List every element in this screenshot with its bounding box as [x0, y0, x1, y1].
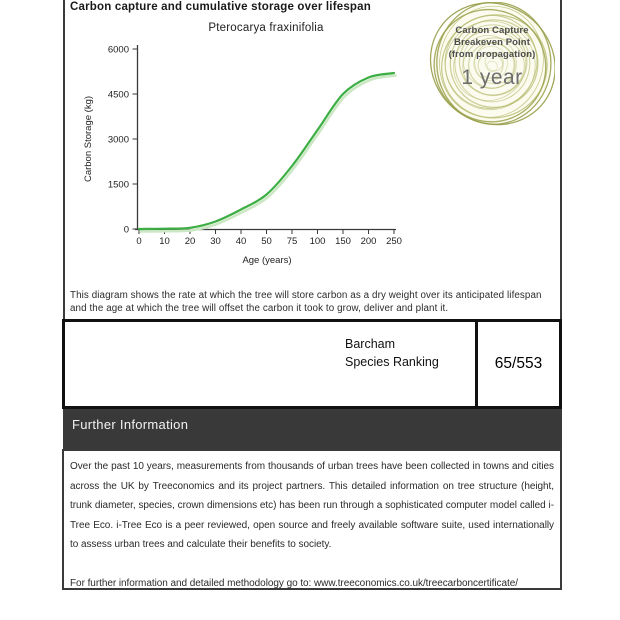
badge-breakeven-value: 1 year [461, 66, 523, 89]
badge-line-2: Breakeven Point [454, 37, 530, 48]
breakeven-badge-text [429, 25, 555, 90]
svg-text:10: 10 [159, 236, 170, 247]
svg-text:40: 40 [235, 236, 247, 247]
svg-text:4500: 4500 [107, 89, 129, 101]
ranking-label-line2: Species Ranking [345, 355, 439, 369]
svg-text:0: 0 [123, 224, 129, 236]
svg-text:3000: 3000 [107, 134, 129, 146]
ranking-value: 65/553 [494, 355, 543, 372]
info-paragraph: Over the past 10 years, measurements from thousands of urban trees have been collected in towns and cities across the UK by Treeconomics and its project partners. This detailed information on tree structure (height, trunk diameter, species, crown dimensions etc) has been run through a sophisticated computer model called i-Tree Eco. i-Tree Eco is a peer reviewed, open source and freely available software suite, used internationally to assess urban trees and calculate their benefits to society. [70, 461, 554, 551]
svg-text:200: 200 [360, 236, 377, 247]
svg-text:Age (years): Age (years) [242, 255, 292, 266]
section-header: Carbon capture and cumulative storage over lifespan [70, 1, 371, 13]
svg-text:150: 150 [335, 236, 351, 247]
svg-text:250: 250 [386, 236, 402, 247]
svg-text:20: 20 [184, 236, 196, 247]
svg-text:50: 50 [261, 236, 272, 247]
svg-text:Carbon Storage (kg): Carbon Storage (kg) [83, 95, 94, 183]
chart-caption: This diagram shows the rate at which the tree will store carbon as a dry weight over its anticipated lifespan and the age at which the tree will offset the carbon it took to grow, deliver and plant it. [70, 290, 542, 314]
svg-text:75: 75 [286, 236, 298, 247]
badge-line-3: (from propagation) [448, 49, 536, 60]
species-ranking-row [62, 319, 562, 409]
info-footer-line: For further information and detailed methodology go to: www.treeconomics.co.uk/treecarboncertificate/ [70, 577, 518, 589]
svg-text:30: 30 [210, 236, 221, 247]
svg-text:100: 100 [309, 236, 326, 247]
svg-text:6000: 6000 [107, 44, 129, 56]
further-information-header: Further Information [63, 409, 562, 449]
badge-line-1: Carbon Capture [455, 25, 529, 36]
chart-species-title: Pterocarya fraxinifolia [208, 22, 324, 34]
ranking-label-line1: Barcham [345, 337, 396, 351]
svg-text:0: 0 [136, 236, 142, 247]
further-information-body [62, 449, 562, 590]
chart-section [63, 0, 562, 319]
ranking-label-cell [65, 322, 475, 406]
svg-text:1500: 1500 [107, 179, 129, 191]
ranking-label [345, 335, 439, 371]
breakeven-badge [429, 2, 555, 126]
ranking-value-cell [475, 322, 559, 406]
